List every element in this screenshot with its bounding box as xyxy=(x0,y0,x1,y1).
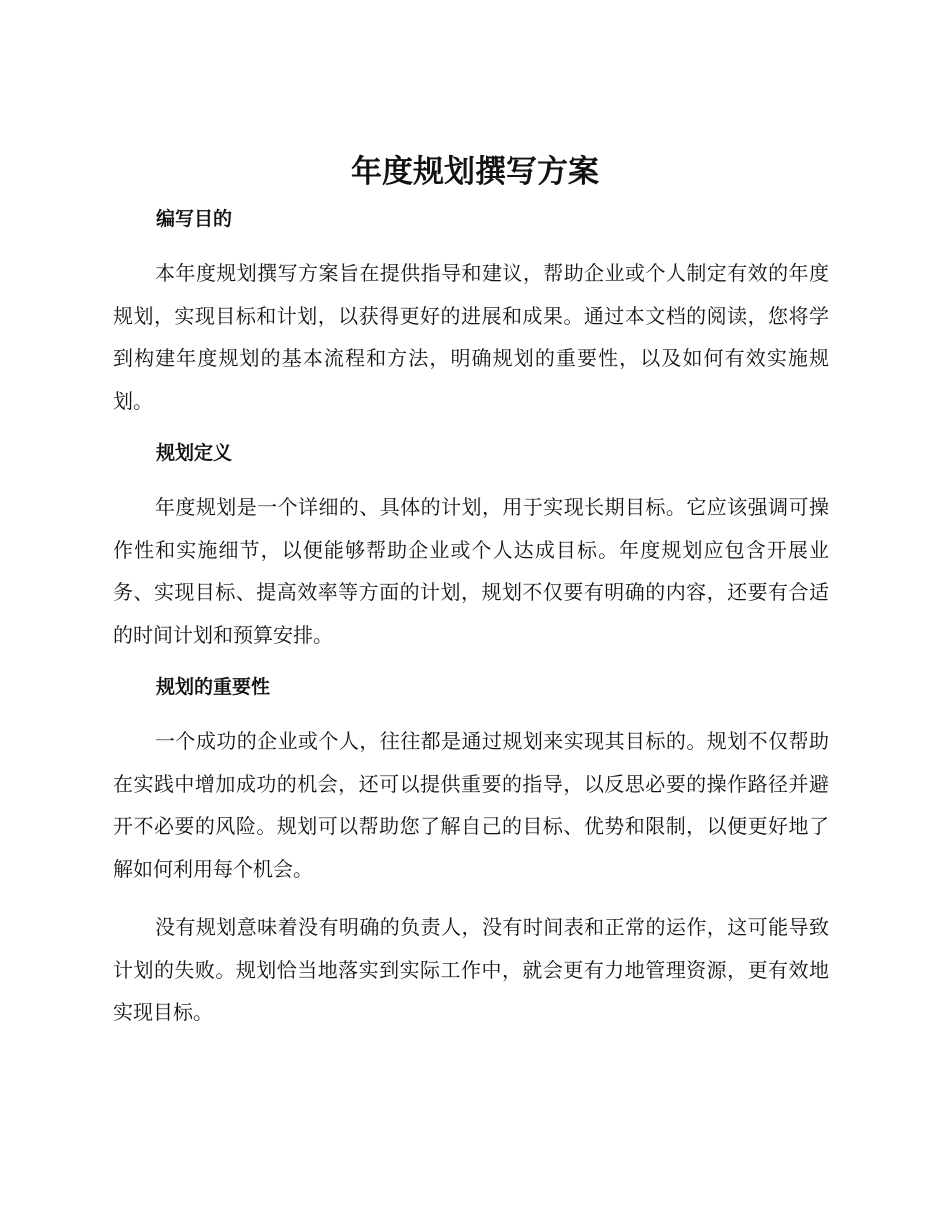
document-body xyxy=(113,204,829,1034)
section-paragraph: 一个成功的企业或个人，往往都是通过规划来实现其目标的。规划不仅帮助在实践中增加成功的机会，还可以提供重要的指导，以反思必要的操作路径并避开不必要的风险。规划可以帮助您了解自己的目标、优势和限制，以便更好地了解如何利用每个机会。 xyxy=(113,729,829,881)
document-title: 年度规划撰写方案 xyxy=(351,154,599,190)
section-paragraph: 没有规划意味着没有明确的负责人，没有时间表和正常的运作，这可能导致计划的失败。规划恰当地落实到实际工作中，就会更有力地管理资源，更有效地实现目标。 xyxy=(113,915,829,1024)
section-heading: 编写目的 xyxy=(156,208,233,230)
section-paragraph: 本年度规划撰写方案旨在提供指导和建议，帮助企业或个人制定有效的年度规划，实现目标和计划，以获得更好的进展和成果。通过本文档的阅读，您将学到构建年度规划的基本流程和方法，明确规划的重要性，以及如何有效实施规划。 xyxy=(113,261,829,413)
section-purpose xyxy=(113,204,829,438)
section-importance xyxy=(113,672,829,1034)
section-heading: 规划的重要性 xyxy=(156,676,271,698)
section-definition xyxy=(113,438,829,672)
section-heading: 规划定义 xyxy=(156,442,233,464)
section-paragraph: 年度规划是一个详细的、具体的计划，用于实现长期目标。它应该强调可操作性和实施细节，以便能够帮助企业或个人达成目标。年度规划应包含开展业务、实现目标、提高效率等方面的计划，规划不仅要有明确的内容，还要有合适的时间计划和预算安排。 xyxy=(113,495,829,647)
